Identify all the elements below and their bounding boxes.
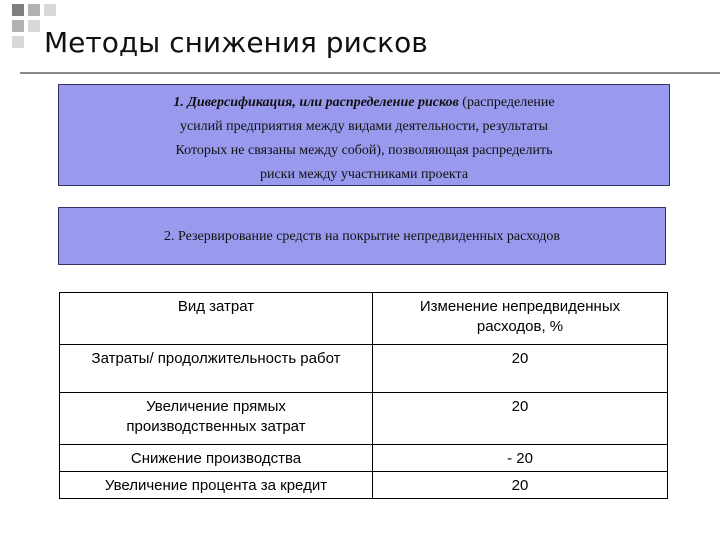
table-cell-value: - 20 [373, 445, 668, 472]
method-line: усилий предприятия между видами деятельности, результаты [179, 119, 549, 134]
table-header-cell: Вид затрат [60, 293, 373, 345]
table-cell-label: Снижение производства [60, 445, 373, 472]
decor-square [44, 4, 56, 16]
title-underline [20, 72, 720, 74]
table-cell-label: Увеличение процента за кредит [60, 472, 373, 499]
method-number: 1. [173, 95, 184, 110]
table-cell-label: Затраты/ продолжительность работ [60, 345, 373, 393]
method-term: Диверсификация, или распределение рисков [187, 95, 459, 110]
table-cell-value: 20 [373, 345, 668, 393]
decor-square [28, 20, 40, 32]
table-cell-value: 20 [373, 393, 668, 445]
method-reserve-text: 2. Резервирование средств на покрытие непредвиденных расходов [164, 229, 560, 244]
table-row [60, 345, 668, 393]
decor-square [12, 20, 24, 32]
costs-table [59, 292, 668, 499]
table-cell-label: Увеличение прямых производственных затрат [60, 393, 373, 445]
table-row [60, 472, 668, 499]
method-line [89, 91, 639, 115]
page-title: Методы снижения рисков [44, 26, 428, 59]
table-row [60, 393, 668, 445]
table-header-row [60, 293, 668, 345]
decor-square [28, 4, 40, 16]
decor-square [12, 36, 24, 48]
method-line: риски между участниками проекта [259, 167, 469, 182]
table-row [60, 445, 668, 472]
method-line: Которых не связаны между собой), позволяющая распределить [175, 143, 553, 158]
method-reserve-box [58, 207, 666, 265]
method-text: (распределение [462, 95, 555, 110]
table-cell-value: 20 [373, 472, 668, 499]
method-diversification-box [58, 84, 670, 186]
decor-square [12, 4, 24, 16]
table-header-cell: Изменение непредвиденных расходов, % [373, 293, 668, 345]
